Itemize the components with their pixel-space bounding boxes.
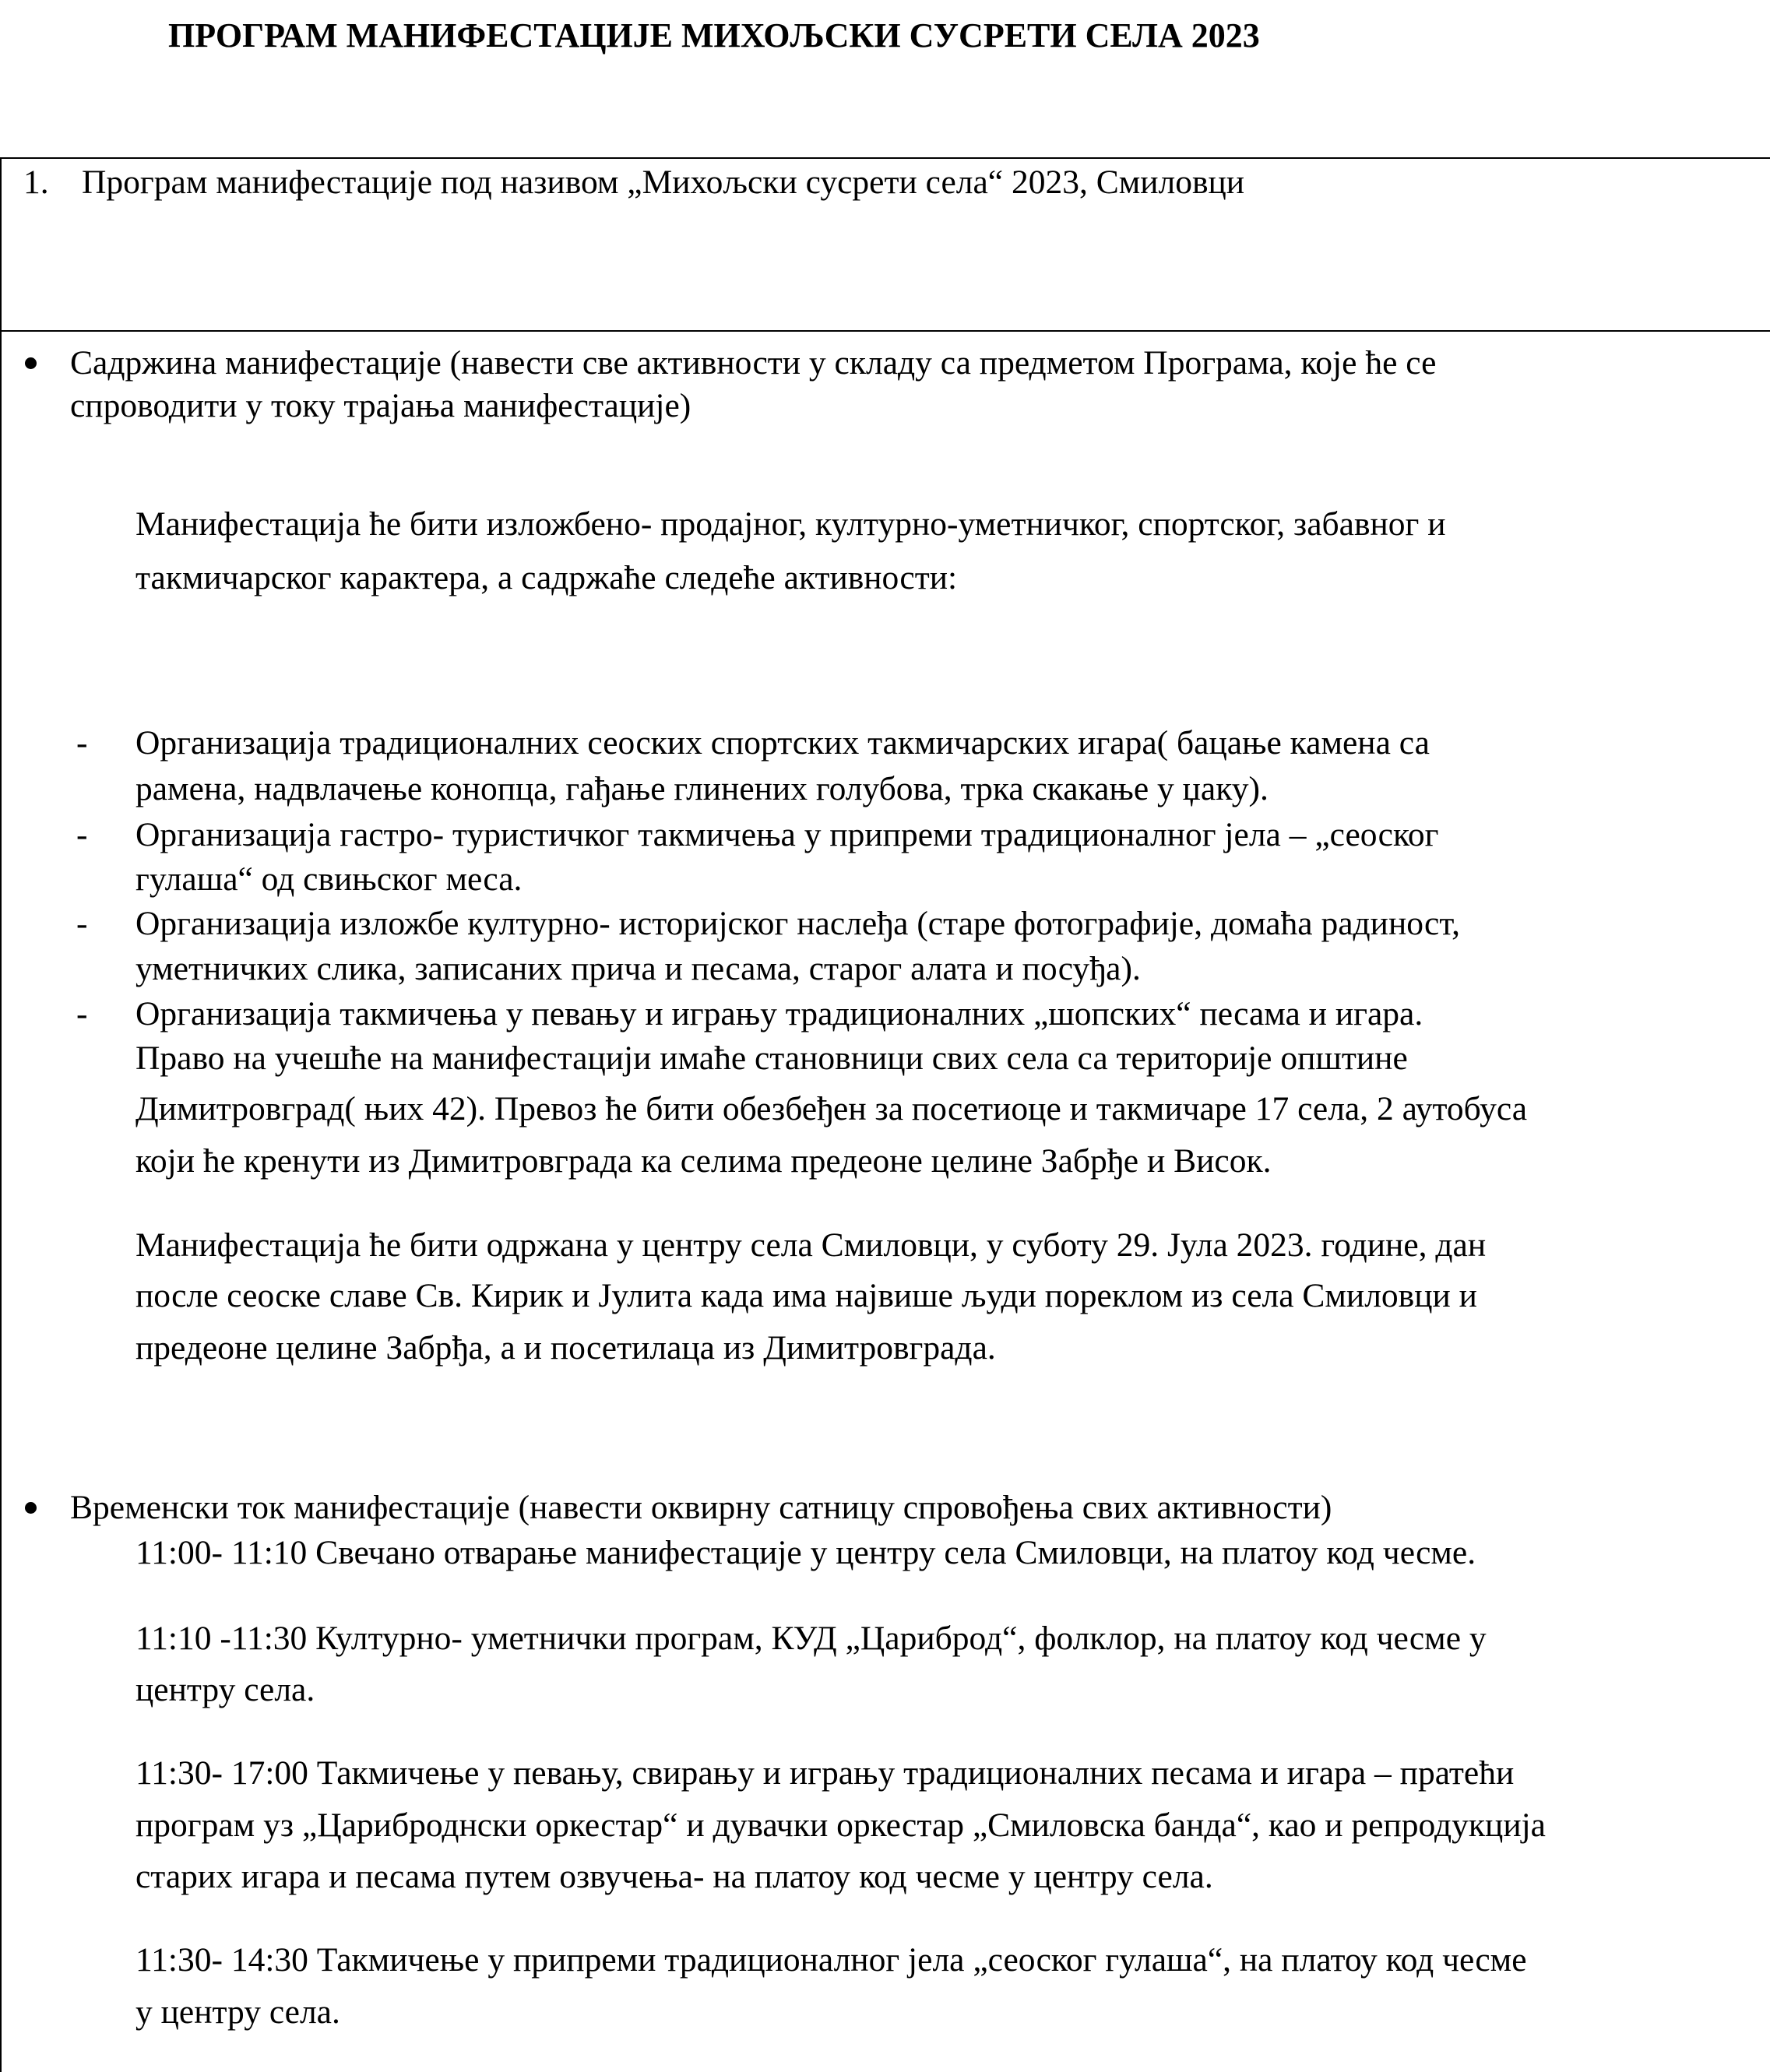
content-heading-line: спроводити у току трајања манифестације) <box>70 387 691 424</box>
timeline-entry-line: 11:10 -11:30 Културно- уметнички програм, КУД „Цариброд“, фолклор, на платоу код чесме у <box>135 1620 1487 1657</box>
participation-line: Димитровград( њих 42). Превоз ће бити обезбеђен за посетиоце и такмичаре 17 села, 2 аутобуса <box>135 1090 1528 1127</box>
activity-line: гулаша“ од свињског меса. <box>135 860 523 898</box>
intro-line: такмичарског карактера, а садржаће следеће активности: <box>135 559 958 596</box>
timeline-entry-line: старих игара и песама путем озвучења- на платоу код чесме у центру села. <box>135 1858 1213 1895</box>
list-marker: - <box>76 905 88 942</box>
list-marker: - <box>76 724 88 762</box>
timeline-entry-line: у центру села. <box>135 1993 340 2031</box>
timeline-entry-line: 11:30- 14:30 Такмичење у припреми традиционалног јела „сеоског гулаша“, на платоу код чесме <box>135 1941 1527 1979</box>
section-title: Програм манифестације под називом „Михољски сусрети села“ 2023, Смиловци <box>82 164 1245 201</box>
venue-line: после сеоске славе Св. Кирик и Јулита када има највише људи пореклом из села Смиловци и <box>135 1277 1477 1314</box>
activity-line: Организација традиционалних сеоских спортских такмичарских игара( бацање камена са <box>135 724 1430 762</box>
activity-line: Организација изложбе културно- историјског наслеђа (старе фотографије, домаћа радиност, <box>135 905 1460 942</box>
page-title: ПРОГРАМ МАНИФЕСТАЦИЈЕ МИХОЉСКИ СУСРЕТИ СЕЛА 2023 <box>168 16 1260 55</box>
activity-line: уметничких слика, записаних прича и песама, старог алата и посуђа). <box>135 950 1141 987</box>
timeline-entry-line: 11:30- 17:00 Такмичење у певању, свирању и игрању традиционалних песама и игара – пратећи <box>135 1754 1515 1792</box>
activity-line: Организација такмичења у певању и игрању традиционалних „шопских“ песама и игара. <box>135 995 1423 1032</box>
bullet-icon <box>25 357 37 369</box>
timeline-heading: Временски ток манифестације (навести оквирну сатницу спровођења свих активности) <box>70 1489 1332 1526</box>
table-left-border <box>0 157 2 2072</box>
activity-line: Организација гастро- туристичког такмичења у припреми традиционалног јела – „сеоског <box>135 816 1439 853</box>
timeline-entry-line: програм уз „Цариброднски оркестар“ и дувачки оркестар „Смиловска банда“, као и репродукција <box>135 1806 1546 1844</box>
timeline-entry-line: 11:00- 11:10 Свечано отварање манифестације у центру села Смиловци, на платоу код чесме. <box>135 1534 1476 1571</box>
venue-line: предеоне целине Забрђа, а и посетилаца из Димитровграда. <box>135 1329 996 1367</box>
venue-line: Манифестација ће бити одржана у центру села Смиловци, у суботу 29. Јула 2023. године, дан <box>135 1226 1487 1264</box>
list-marker: - <box>76 816 88 853</box>
participation-line: Право на учешће на манифестацији имаће становници свих села са територије општине <box>135 1040 1408 1077</box>
section-number: 1. <box>23 164 49 201</box>
intro-line: Манифестација ће бити изложбено- продајног, културно-уметничког, спортског, забавног и <box>135 505 1446 543</box>
bullet-icon <box>25 1502 37 1514</box>
row-divider <box>0 330 1770 332</box>
timeline-entry-line: центру села. <box>135 1671 315 1708</box>
list-marker: - <box>76 995 88 1032</box>
participation-line: који ће кренути из Димитровграда ка селима предеоне целине Забрђе и Висок. <box>135 1142 1272 1180</box>
activity-line: рамена, надвлачење конопца, гађање глинених голубова, трка скакање у џаку). <box>135 770 1269 807</box>
content-heading-line: Садржина манифестације (навести све активности у складу са предметом Програма, које ће се <box>70 344 1437 382</box>
